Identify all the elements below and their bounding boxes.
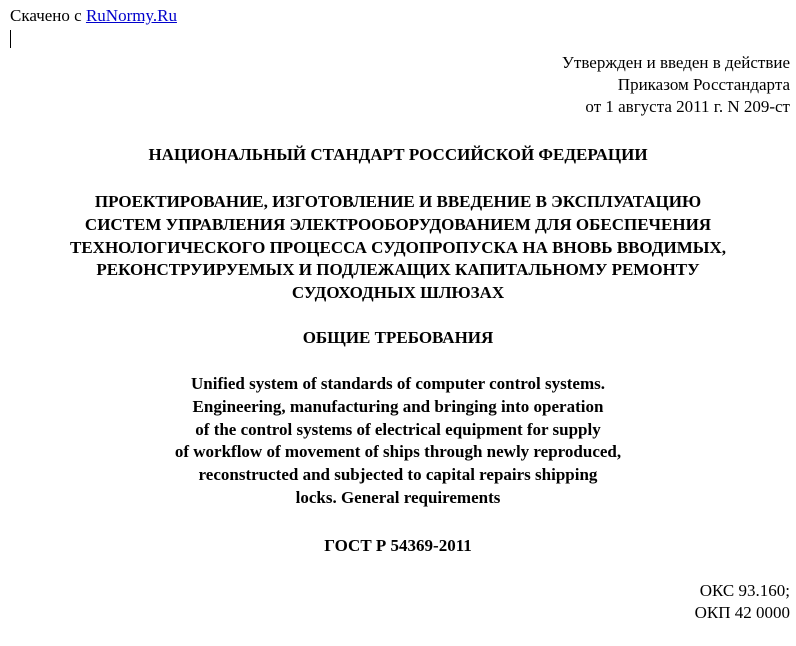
approval-block [562, 52, 790, 118]
russian-title-line: РЕКОНСТРУИРУЕМЫХ И ПОДЛЕЖАЩИХ КАПИТАЛЬНОМУ РЕМОНТУ [96, 260, 700, 280]
english-title-line: of workflow of movement of ships through newly reproduced, [174, 442, 622, 462]
source-line [10, 6, 177, 26]
russian-subtitle-text: ОБЩИЕ ТРЕБОВАНИЯ [302, 328, 494, 347]
russian-title-line: ТЕХНОЛОГИЧЕСКОГО ПРОЦЕССА СУДОПРОПУСКА НА ВНОВЬ ВВОДИМЫХ, [70, 237, 726, 257]
source-prefix: Скачено с [10, 6, 86, 25]
english-title-line: Unified system of standards of computer control systems. [191, 374, 605, 393]
gost-number: ГОСТ Р 54369-2011 [324, 536, 472, 555]
oks-code: ОКС 93.160; [699, 581, 790, 600]
russian-title-line: СИСТЕМ УПРАВЛЕНИЯ ЭЛЕКТРООБОРУДОВАНИЕМ ДЛЯ ОБЕСПЕЧЕНИЯ [84, 214, 712, 234]
gost-designation [0, 535, 796, 557]
russian-title-line: СУДОХОДНЫХ ШЛЮЗАХ [291, 283, 505, 303]
national-standard-heading [0, 144, 796, 166]
approval-line: Утвержден и введен в действие [561, 53, 790, 72]
english-title-line: locks. General requirements [295, 487, 501, 507]
approval-line: от 1 августа 2011 г. N 209-ст [585, 97, 790, 116]
russian-title [0, 191, 796, 305]
okp-code: ОКП 42 0000 [694, 603, 790, 622]
source-link[interactable]: RuNormy.Ru [85, 6, 177, 25]
russian-title-line: ПРОЕКТИРОВАНИЕ, ИЗГОТОВЛЕНИЕ И ВВЕДЕНИЕ В ЭКСПЛУАТАЦИЮ [94, 192, 702, 211]
russian-subtitle [0, 327, 796, 349]
approval-line: Приказом Росстандарта [617, 75, 790, 94]
english-title-line: reconstructed and subjected to capital repairs shipping [198, 465, 598, 485]
english-title-line: Engineering, manufacturing and bringing into operation [192, 396, 604, 416]
english-title-line: of the control systems of electrical equipment for supply [195, 419, 601, 439]
classification-codes [695, 580, 790, 624]
national-standard-text: НАЦИОНАЛЬНЫЙ СТАНДАРТ РОССИЙСКОЙ ФЕДЕРАЦИИ [148, 145, 648, 164]
english-title [0, 373, 796, 510]
text-cursor [10, 30, 11, 48]
